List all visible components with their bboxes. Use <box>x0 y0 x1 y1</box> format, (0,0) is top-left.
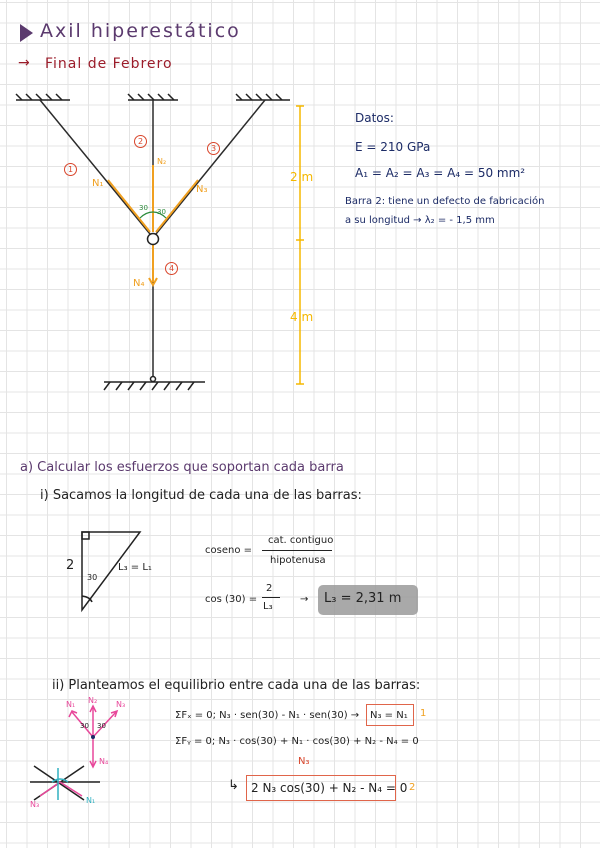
bar-label-3: 3 <box>207 142 220 155</box>
triangle-hyp-label: L₃ = L₁ <box>118 562 152 573</box>
dimension-bottom: 4 m <box>290 310 314 324</box>
cosine-lhs: coseno = <box>205 545 252 556</box>
section-a-step1: i) Sacamos la longitud de cada una de las barras: <box>40 488 362 503</box>
subtitle-arrow: → <box>18 55 31 71</box>
page-subtitle: Final de Febrero <box>45 56 173 72</box>
datos-heading: Datos: <box>355 111 394 125</box>
proj-label-n1: N₁ <box>86 796 96 805</box>
angle-label-left: 30 <box>139 204 148 212</box>
force-label-n2: N₂ <box>157 157 167 166</box>
fbd-label-n4: N₄ <box>99 757 109 766</box>
ceiling-supports <box>16 94 290 100</box>
projection-diagram <box>30 766 100 800</box>
title-bullet-icon <box>20 24 33 42</box>
fbd-label-n2: N₂ <box>88 696 98 705</box>
datos-modulus: E = 210 GPa <box>355 140 431 154</box>
datos-defect-line2: a su longitud → λ₂ = - 1,5 mm <box>345 215 495 226</box>
force-label-n3: N₃ <box>196 184 208 195</box>
fy-result: 2 N₃ cos(30) + N₂ - N₄ = 0 <box>251 781 408 795</box>
central-node <box>148 234 159 245</box>
triangle-angle-label: 30 <box>87 573 98 582</box>
force-label-n1: N₁ <box>92 178 104 189</box>
triangle-side-label: 2 <box>66 558 75 573</box>
angle-label-right: 30 <box>157 208 166 216</box>
fy-substitution: N₃ <box>298 756 310 767</box>
cos30-fraction-bar <box>262 597 280 598</box>
dimension-line <box>296 106 304 384</box>
bar-label-1: 1 <box>64 163 77 176</box>
fx-equation-number: 1 <box>420 708 427 719</box>
proj-label-n3: N₃ <box>30 800 40 809</box>
section-a-heading: a) Calcular los esfuerzos que soportan cada barra <box>20 460 344 475</box>
cos30-arrow: → <box>300 594 309 605</box>
force-n3 <box>156 180 198 232</box>
ground-support <box>104 377 205 391</box>
bar-label-2: 2 <box>134 135 147 148</box>
fbd-label-n1: N₁ <box>66 700 76 709</box>
result-length: L₃ = 2,31 m <box>324 591 402 606</box>
datos-areas: A₁ = A₂ = A₃ = A₄ = 50 mm² <box>355 166 526 180</box>
cosine-denominator: hipotenusa <box>270 555 326 566</box>
cos30-numerator: 2 <box>266 583 273 594</box>
section-b-heading: ii) Planteamos el equilibrio entre cada una de las barras: <box>52 678 421 693</box>
fx-equation: ΣFₓ = 0; N₃ · sen(30) - N₁ · sen(30) → <box>175 710 360 721</box>
cosine-numerator: cat. contiguo <box>268 535 334 546</box>
fy-equation-number: 2 <box>409 782 416 793</box>
fy-equation: ΣFᵧ = 0; N₃ · cos(30) + N₁ · cos(30) + N₂ - N₄ = 0 <box>175 736 419 747</box>
datos-defect-line1: Barra 2: tiene un defecto de fabricación <box>345 196 545 207</box>
dimension-top: 2 m <box>290 170 314 184</box>
force-label-n4: N₄ <box>133 278 145 289</box>
fbd-angle-right: 30 <box>97 722 106 730</box>
bar-3 <box>156 100 265 234</box>
cos30-lhs: cos (30) = <box>205 594 258 605</box>
fx-result: N₃ = N₁ <box>370 710 408 721</box>
fy-result-arrow: ↳ <box>228 778 239 793</box>
page-title: Axil hiperestático <box>40 20 241 42</box>
cos30-denominator: L₃ <box>263 601 273 612</box>
bar-1 <box>40 100 150 234</box>
fbd-node <box>91 735 95 739</box>
force-vectors <box>108 165 198 285</box>
bar-label-4: 4 <box>165 262 178 275</box>
fbd-label-n3: N₃ <box>116 700 126 709</box>
cosine-fraction-bar <box>262 550 332 551</box>
fbd-angle-left: 30 <box>80 722 89 730</box>
